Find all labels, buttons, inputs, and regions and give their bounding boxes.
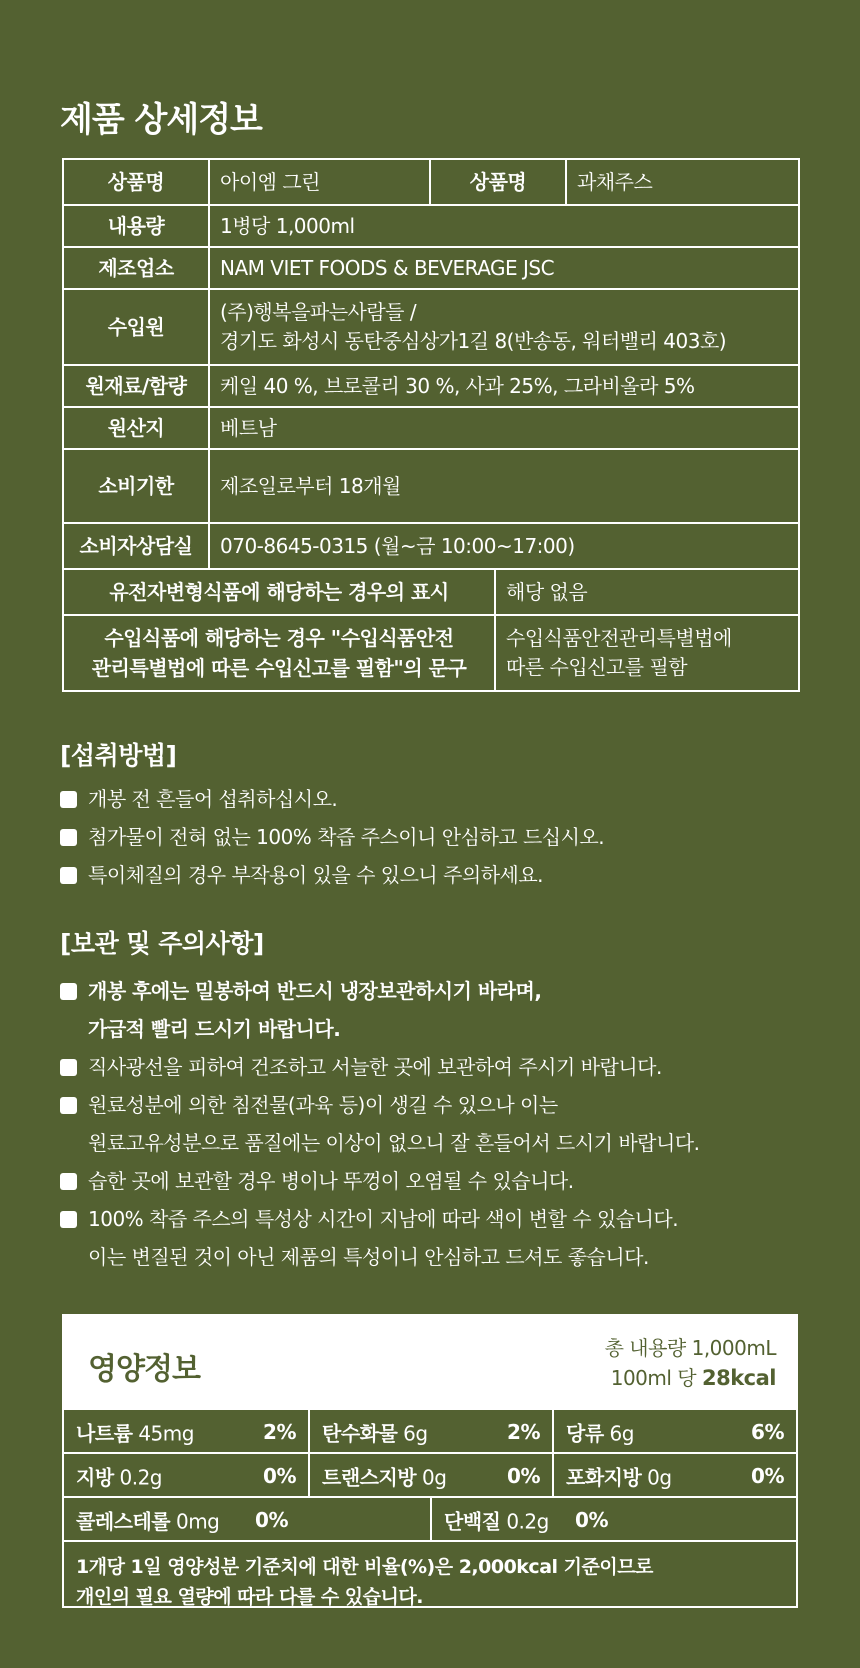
storage-item-text-cont: 가급적 빨리 드시기 바랍니다. [88, 1017, 341, 1041]
nutrition-total [605, 1333, 776, 1393]
nutrient-sat-fat [552, 1454, 796, 1498]
nutrition-row [64, 1496, 796, 1542]
bullet-square-icon [60, 791, 77, 808]
storage-item-text-cont: 원료고유성분으로 품질에는 이상이 없으니 잘 흔들어서 드시기 바랍니다. [88, 1131, 700, 1155]
table-row [63, 205, 799, 247]
bullet-square-icon [60, 829, 77, 846]
nutrient-percent: 0% [751, 1464, 784, 1488]
storage-item-text: 원료성분에 의한 침전물(과육 등)이 생길 수 있으나 이는 [88, 1093, 558, 1117]
nutrient-sodium [64, 1410, 308, 1454]
product-detail-table [62, 158, 800, 692]
import-notice-label-line2: 관리특별법에 따른 수입신고를 필함"의 문구 [91, 656, 467, 680]
nutrient-trans-fat [308, 1454, 552, 1498]
list-item [60, 1162, 699, 1200]
nutrient-percent: 2% [507, 1420, 540, 1444]
storage-item-text: 습한 곳에 보관할 경우 병이나 뚜껑이 오염될 수 있습니다. [88, 1169, 574, 1193]
nutrient-name: 나트륨 [76, 1421, 133, 1446]
storage-item-text: 직사광선을 피하여 건조하고 서늘한 곳에 보관하여 주시기 바랍니다. [88, 1055, 662, 1079]
nutrition-note-row [64, 1540, 796, 1608]
table-row [63, 247, 799, 289]
nutrient-sugars [552, 1410, 796, 1454]
volume-label: 내용량 [63, 205, 209, 247]
gmo-value: 해당 없음 [495, 569, 799, 615]
nutrient-name: 트랜스지방 [322, 1465, 417, 1490]
nutrient-percent: 6% [751, 1420, 784, 1444]
list-item [60, 780, 604, 818]
origin-label: 원산지 [63, 407, 209, 449]
bullet-square-icon [60, 1211, 77, 1228]
nutrient-percent: 0% [507, 1464, 540, 1488]
bullet-square-icon [60, 983, 77, 1000]
table-row [63, 615, 799, 691]
nutrient-fat [64, 1454, 308, 1498]
nutrient-amount: 45mg [138, 1421, 194, 1446]
table-row [63, 407, 799, 449]
nutrient-name: 탄수화물 [322, 1421, 398, 1446]
bullet-square-icon [60, 1059, 77, 1076]
page-title: 제품 상세정보 [60, 100, 262, 140]
nutrient-percent: 0% [575, 1508, 608, 1532]
per-serving-label: 100ml 당 [610, 1366, 702, 1390]
volume-value: 1병당 1,000ml [209, 205, 799, 247]
nutrient-percent: 0% [263, 1464, 296, 1488]
nutrient-name: 당류 [566, 1421, 604, 1446]
nutrition-panel [62, 1314, 798, 1608]
table-row [63, 449, 799, 523]
importer-address: 경기도 화성시 동탄중심상가1길 8(반송동, 워터밸리 403호) [220, 329, 727, 353]
maker-value: NAM VIET FOODS & BEVERAGE JSC [209, 247, 799, 289]
expiry-label: 소비기한 [63, 449, 209, 523]
nutrient-percent: 2% [263, 1420, 296, 1444]
import-notice-label-line1: 수입식품에 해당하는 경우 "수입식품안전 [104, 626, 454, 650]
list-item [60, 1086, 699, 1162]
nutrition-row [64, 1408, 796, 1454]
list-item [60, 818, 604, 856]
table-row [63, 159, 799, 205]
origin-value: 베트남 [209, 407, 799, 449]
nutrition-header [64, 1316, 796, 1408]
nutrition-note [76, 1552, 653, 1612]
nutrition-total-volume: 총 내용량 1,000mL [604, 1336, 776, 1360]
storage-title: [보관 및 주의사항] [60, 929, 264, 958]
import-notice-label [63, 615, 495, 691]
table-row [63, 523, 799, 569]
ingredients-value: 케일 40 %, 브로콜리 30 %, 사과 25%, 그라비올라 5% [209, 365, 799, 407]
nutrient-amount: 0g [647, 1465, 672, 1490]
nutrient-amount: 6g [403, 1421, 428, 1446]
table-row [63, 365, 799, 407]
nutrition-row [64, 1452, 796, 1498]
intake-list [60, 780, 604, 894]
product-name-value: 아이엠 그린 [209, 159, 430, 205]
nutrient-name: 단백질 [444, 1509, 501, 1534]
list-item [60, 856, 604, 894]
nutrition-note-line1: 1개당 1일 영양성분 기준치에 대한 비율(%)은 2,000kcal 기준이므로 [76, 1556, 653, 1578]
kcal-value: 28kcal [701, 1366, 776, 1390]
nutrient-name: 지방 [76, 1465, 114, 1490]
table-row [63, 289, 799, 365]
product-type-label: 상품명 [430, 159, 566, 205]
import-notice-value [495, 615, 799, 691]
intake-item-text: 개봉 전 흔들어 섭취하십시오. [88, 787, 338, 811]
consult-value: 070-8645-0315 (월~금 10:00~17:00) [209, 523, 799, 569]
storage-list [60, 972, 699, 1276]
gmo-label: 유전자변형식품에 해당하는 경우의 표시 [63, 569, 495, 615]
import-notice-value-line1: 수입식품안전관리특별법에 [506, 626, 732, 650]
expiry-value: 제조일로부터 18개월 [209, 449, 799, 523]
intake-title: [섭취방법] [60, 741, 177, 770]
importer-name: (주)행복을파는사람들 / [220, 300, 417, 324]
nutrient-carbs [308, 1410, 552, 1454]
nutrient-name: 콜레스테롤 [76, 1509, 171, 1534]
nutrient-name: 포화지방 [566, 1465, 642, 1490]
import-notice-value-line2: 따른 수입신고를 필함 [506, 655, 688, 679]
intake-item-text: 첨가물이 전혀 없는 100% 착즙 주스이니 안심하고 드십시오. [88, 825, 605, 849]
table-row [63, 569, 799, 615]
importer-label: 수입원 [63, 289, 209, 365]
storage-item-text-cont: 이는 변질된 것이 아닌 제품의 특성이니 안심하고 드셔도 좋습니다. [88, 1245, 649, 1269]
importer-value [209, 289, 799, 365]
nutrient-amount: 0mg [175, 1509, 220, 1534]
intake-item-text: 특이체질의 경우 부작용이 있을 수 있으니 주의하세요. [88, 863, 544, 887]
bullet-square-icon [60, 867, 77, 884]
bullet-square-icon [60, 1173, 77, 1190]
ingredients-label: 원재료/함량 [63, 365, 209, 407]
bullet-square-icon [60, 1097, 77, 1114]
nutrition-title: 영양정보 [88, 1352, 200, 1387]
list-item [60, 1200, 699, 1276]
product-name-label: 상품명 [63, 159, 209, 205]
maker-label: 제조업소 [63, 247, 209, 289]
nutrient-percent: 0% [255, 1508, 288, 1532]
storage-item-text: 100% 착즙 주스의 특성상 시간이 지남에 따라 색이 변할 수 있습니다. [88, 1207, 679, 1231]
product-type-value: 과채주스 [566, 159, 799, 205]
list-item [60, 972, 699, 1048]
nutrition-per-serving [605, 1363, 776, 1393]
nutrient-amount: 0g [421, 1465, 447, 1490]
nutrient-amount: 6g [609, 1421, 634, 1446]
storage-item-text: 개봉 후에는 밀봉하여 반드시 냉장보관하시기 바라며, [88, 979, 542, 1003]
nutrient-amount: 0.2g [506, 1509, 549, 1534]
list-item [60, 1048, 699, 1086]
nutrient-protein [430, 1498, 620, 1542]
nutrient-cholesterol [64, 1498, 300, 1542]
nutrient-amount: 0.2g [119, 1465, 163, 1490]
consult-label: 소비자상담실 [63, 523, 209, 569]
nutrition-note-line2: 개인의 필요 열량에 따라 다를 수 있습니다. [76, 1586, 423, 1608]
